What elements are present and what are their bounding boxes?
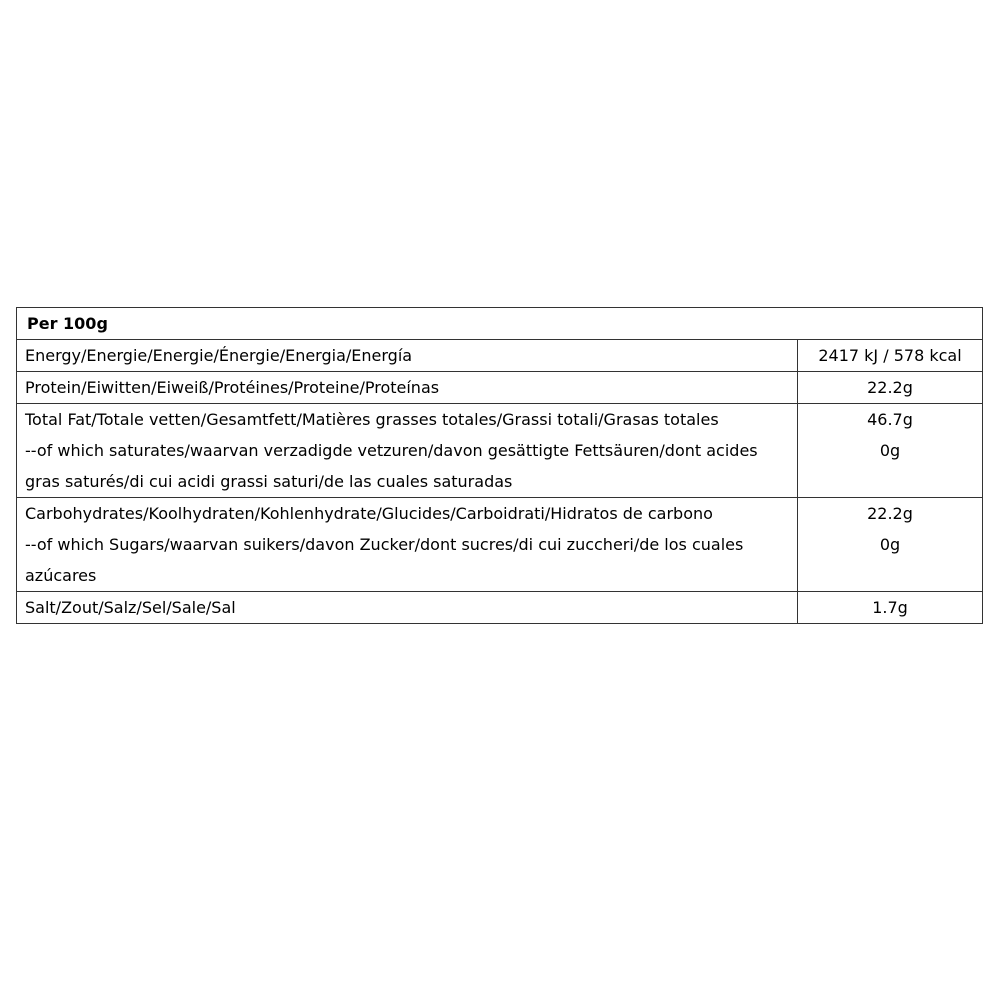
nutrition-table: [16, 307, 983, 624]
sugars-value: 0g: [879, 535, 901, 554]
energy-label: Energy/Energie/Energie/Énergie/Energia/Energía: [17, 340, 798, 372]
salt-label: Salt/Zout/Salz/Sel/Sale/Sal: [17, 592, 798, 624]
fat-value: 46.7g: [867, 410, 913, 429]
fat-label: Total Fat/Totale vetten/Gesamtfett/Matières grasses totales/Grassi totali/Grasas totales: [25, 410, 719, 429]
fat-value-cell: [798, 404, 983, 498]
sugars-label: --of which Sugars/waarvan suikers/davon Zucker/dont sucres/di cui zuccheri/de los cuales azúcares: [25, 535, 744, 585]
table-header-row: [17, 308, 983, 340]
salt-value: 1.7g: [798, 592, 983, 624]
energy-value: 2417 kJ / 578 kcal: [798, 340, 983, 372]
carbohydrates-label-cell: [17, 498, 798, 592]
table-row-fat: [17, 404, 983, 498]
table-row-salt: [17, 592, 983, 624]
carbohydrates-value-cell: [798, 498, 983, 592]
table-row-carbohydrates: [17, 498, 983, 592]
protein-label: Protein/Eiwitten/Eiweiß/Protéines/Proteine/Proteínas: [17, 372, 798, 404]
carbohydrates-value: 22.2g: [867, 504, 913, 523]
per-100g-header: Per 100g: [17, 308, 983, 340]
table-row-protein: [17, 372, 983, 404]
table-row-energy: [17, 340, 983, 372]
carbohydrates-label: Carbohydrates/Koolhydraten/Kohlenhydrate/Glucides/Carboidrati/Hidratos de carbono: [25, 504, 713, 523]
saturates-value: 0g: [879, 441, 901, 460]
fat-label-cell: [17, 404, 798, 498]
protein-value: 22.2g: [798, 372, 983, 404]
saturates-label: --of which saturates/waarvan verzadigde vetzuren/davon gesättigte Fettsäuren/dont acides gras saturés/di cui acidi grassi saturi/de las cuales saturadas: [25, 441, 758, 491]
